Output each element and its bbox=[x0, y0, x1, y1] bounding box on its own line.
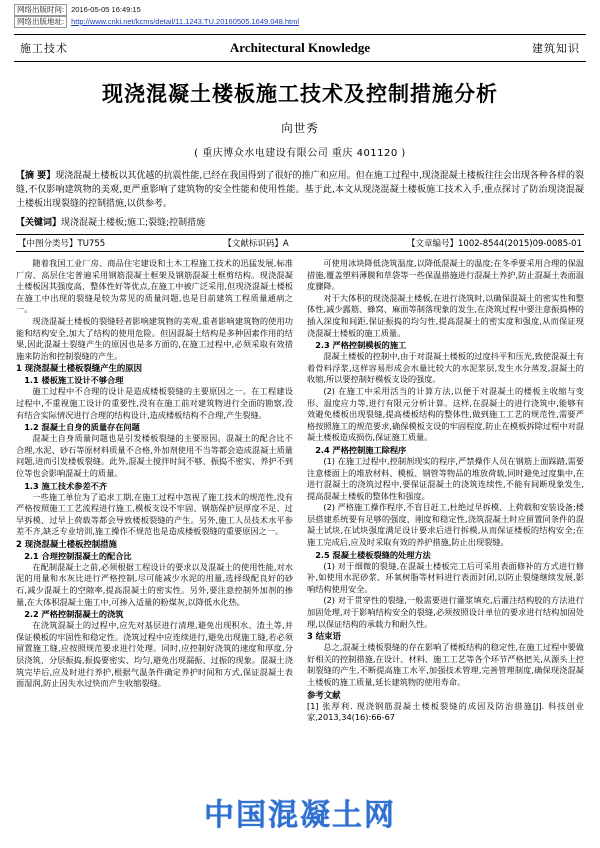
body-paragraph: 总之,混凝土楼板裂缝的存在影响了楼板结构的稳定性,在施工过程中要做好相关的控制措施,在设计、材料、施工工艺等各个环节严格把关,从源头上控制裂缝的产生,不断提高施工水平,加强技术管理,完善管理制度,确保现浇混凝土楼板的施工质量,延长建筑物的使用寿命。 bbox=[307, 642, 584, 687]
section-heading: 3 结束语 bbox=[307, 631, 341, 642]
publication-address-link[interactable]: http://www.cnki.net/kcms/detail/11.1243.TU.20160505.1649.048.html bbox=[71, 17, 300, 26]
body-paragraph: 在浇筑混凝土的过程中,应先对基层进行清理,避免出现积水、渣土等,并保证模板的牢固性和稳定性。浇筑过程中应连续进行,避免出现施工缝,若必须留置施工缝,应按照规范要求进行处理。同时,应控制好浇筑的速度和厚度,分层浇筑、分层振捣,振捣要密实、均匀,避免出现漏振、过振的现象。混凝土浇筑完毕后,应及时进行养护,根据气温条件确定养护时间和方式,保证混凝土表面湿润,防止因失水过快而产生收缩裂缝。 bbox=[16, 620, 293, 689]
body-paragraph: (1) 对于细微的裂缝,在混凝土楼板完工后可采用表面修补的方式进行修补,如使用水泥砂浆、环氧树脂等材料进行表面封闭,以防止裂缝继续发展,影响结构使用安全。 bbox=[307, 560, 584, 594]
body-paragraph: 现浇混凝土楼板的裂缝轻者影响建筑物的美观,重者影响建筑物的使用功能和结构安全,加大了结构的使用危险。但因混凝土结构是多种因素作用的结果,因此混凝土裂缝产生的原因也是多方面的,在施工过程中,必须采取有效措施来防治和控制裂缝的产生。 bbox=[16, 315, 293, 361]
watermark: 中国混凝土网 bbox=[204, 798, 396, 833]
running-header bbox=[14, 34, 586, 62]
section-heading: 参考文献 bbox=[307, 689, 341, 700]
subsection-heading: 1.1 楼板施工设计不够合理 bbox=[24, 375, 124, 386]
subsection-heading: 2.1 合理控制混凝土的配合比 bbox=[24, 550, 132, 561]
keywords-label: 【关键词】 bbox=[16, 218, 62, 228]
subsection-heading: 1.3 施工技术参差不齐 bbox=[24, 480, 108, 491]
subsection-heading: 2.4 严格控制施工除程序 bbox=[315, 444, 407, 455]
article-number: 【文章编号】1002-8544(2015)09-0085-01 bbox=[407, 239, 582, 249]
subsection-heading: 2.3 严格控制模板的施工 bbox=[315, 340, 407, 351]
abstract-block bbox=[16, 169, 584, 211]
body-paragraph: 混凝土自身质量问题也是引发楼板裂缝的主要原因。混凝土的配合比不合理,水泥、砂石等原材料质量不合格,外加剂使用不当等都会造成混凝土质量问题,进而引发楼板裂缝。此外,混凝土搅拌时间不够、振捣不密实、养护不到位等也会影响混凝土的质量。 bbox=[16, 433, 293, 478]
reference-item: [1] 张厚利. 现浇钢筋混凝土楼板裂缝的成因及防治措施[J]. 科技创业家,2013,34(16):66-67 bbox=[307, 700, 584, 723]
body-paragraph: 在配制混凝土之前,必须根据工程设计的要求以及混凝土的使用性能,对水泥的用量和水灰比进行严格控制,尽可能减少水泥的用量,选择级配良好的砂石,减少混凝土的空隙率,提高混凝土的密实性。另外,要注意控制外加剂的掺量,在大体积混凝土施工中,可掺入适量的粉煤灰,以降低水化热。 bbox=[16, 561, 293, 607]
body-columns bbox=[16, 258, 584, 724]
header-section-label: 施工技术 bbox=[20, 42, 68, 55]
keywords-block bbox=[16, 216, 584, 230]
author-affiliation: ( 重庆博众水电建设有限公司 重庆 401120 ) bbox=[194, 148, 406, 159]
clc-number: 【中图分类号】TU755 bbox=[18, 239, 106, 249]
body-paragraph: (2) 在施工中采用活当的计算方法,以便于对混凝土的楼板主收缩与变形、温度应力等,进行有限元分析计算。这样,在混凝土的进行浇筑中,能够有效避免楼板出现裂缝,提高楼板结构的整体性,做到施工工艺的规范性,需要严格按照施工的规范要求,确保模板支设的牢固程度,防止在模板拆除过程中对混凝土楼板造成损伤,保证施工质量。 bbox=[307, 385, 584, 443]
publication-address-label: 网络出版地址: bbox=[14, 16, 67, 28]
abstract-text: 现浇混凝土楼板以其优越的抗震性能,已经在我国得到了很好的推广和应用。但在施工过程中,现浇混凝土楼板往往会出现各种各样的裂缝,不仅影响建筑物的美观,更严重影响了建筑物的安全性能和使用性能。基于此,本文从现浇混凝土楼板施工技术入手,重点探讨了防治现浇混凝土楼板出现裂缝的控制措施,以供参考。 bbox=[16, 171, 584, 209]
body-paragraph: 施工过程中不合理的设计是造成楼板裂缝的主要原因之一。在工程建设过程中,不重视施工设计的重要性,没有在施工前对建筑物进行全面的勘察,没有结合实际情况进行合理的结构设计,造成楼板结构不合理,产生裂缝。 bbox=[16, 386, 293, 420]
body-paragraph: (1) 在施工过程中,控制剂现实的程序,严禁操作人员在钢筋上面踩踏,需要注意楼面上的堆放材料、模板、钢管等物品的堆放荷载,同时避免过度集中,在进行混凝土的浇筑过程中,要保证混凝土的浇筑连续性,不能有间断现象发生,提高混凝土楼板的整体性和强度。 bbox=[307, 455, 584, 501]
publication-time-label: 网络出版时间: bbox=[14, 4, 67, 16]
subsection-heading: 1.2 混凝土自身的质量存在问题 bbox=[24, 422, 140, 433]
page-title: 现浇混凝土楼板施工技术及控制措施分析 bbox=[102, 82, 498, 106]
body-paragraph: 可使用冰块降低浇筑温度,以降低混凝土的温度;在冬季要采用合理的保温措施,覆盖塑料薄膜和草袋等一些保温措施进行混凝土养护,防止混凝土表面温度骤降。 bbox=[307, 258, 584, 292]
keywords-text: 现浇混凝土楼板;施工;裂缝;控制措施 bbox=[61, 218, 206, 228]
header-journal-title-cn: 建筑知识 bbox=[532, 42, 580, 55]
publication-time-value: 2016-05-05 16:49:15 bbox=[71, 5, 141, 14]
network-publication-meta bbox=[0, 0, 600, 30]
column-left bbox=[16, 258, 293, 724]
author-name: 向世秀 bbox=[281, 121, 319, 135]
body-paragraph: 一些施工单位为了追求工期,在施工过程中忽视了施工技术的规范性,没有严格按照施工工艺流程进行施工,模板支设不牢固、钢筋保护层厚度不足、过早拆模、过早上荷载等都会导致楼板裂缝的产生。另外,施工人员技术水平参差不齐,缺乏专业培训,施工操作不规范也是造成楼板裂缝的重要原因之一。 bbox=[16, 491, 293, 537]
publication-address-row bbox=[14, 16, 586, 28]
body-paragraph: 随着我国工业厂房、商品住宅建设和土木工程施工技术的迅猛发展,标准厂房、高层住宅普遍采用钢筋混凝土框架及钢筋混凝土框剪结构。现浇混凝土楼板因其强度高、整体性好等优点,在施工中被广泛采用,但现浇混凝土楼板在施工中出现的裂缝是较为常见的质量问题,也是目前建筑工程质量通病之一。 bbox=[16, 258, 293, 315]
subsection-heading: 2.2 严格控制混凝土的浇筑 bbox=[24, 609, 124, 620]
body-paragraph: 混凝土楼板的控制中,由于对混凝土楼板的过度抖平和压光,致使混凝土有着骨料浮浆,这样容易形成会水量比较大的水泥浆层,发生水分蒸发,混凝土的收缩,所以要控制好模板支设的强度。 bbox=[307, 351, 584, 385]
header-journal-title-en: Architectural Knowledge bbox=[229, 40, 371, 55]
body-paragraph: 对于大体积的现浇混凝土楼板,在进行浇筑时,以确保混凝土的密实性和整体性,减少露筋、蜂窝、麻面等制落现象的发生,在浇筑过程中要注意振捣棒的插入深度和间距,保证振捣的均匀性,提高混凝土的密实度和强度,从而保证现浇混凝土楼板的施工质量。 bbox=[307, 292, 584, 338]
abstract-label: 【摘 要】 bbox=[16, 171, 56, 181]
body-paragraph: (2) 对于贯穿性的裂缝,一般需要进行灌浆填充,后灌注结构胶的方法进行加固处理,对于影响结构安全的裂缝,必须按照设计单位的要求进行结构加固处理,以保证结构的承载力和耐久性。 bbox=[307, 595, 584, 629]
column-right bbox=[307, 258, 584, 724]
section-heading: 1 现浇混凝土楼板裂缝产生的原因 bbox=[16, 363, 142, 374]
classification-line bbox=[16, 234, 584, 252]
subsection-heading: 2.5 混凝土楼板裂缝的处理方法 bbox=[315, 549, 431, 560]
section-heading: 2 现浇混凝土楼板控制措施 bbox=[16, 538, 117, 549]
body-paragraph: (2) 严格施工操作程序,不盲目赶工,杜绝过早拆模、上荷载和安装设备;楼层搭建系统要有足够的强度、刚度和稳定性,浇筑混凝土时应留置同条件的混凝土试块,在试块强度满足设计要求后进行拆模,从而保证楼板的结构安全;在施工完成后,应及时采取有效的养护措施,防止出现裂缝。 bbox=[307, 502, 584, 548]
publication-time-row bbox=[14, 4, 586, 16]
document-code: 【文献标识码】A bbox=[223, 239, 289, 249]
